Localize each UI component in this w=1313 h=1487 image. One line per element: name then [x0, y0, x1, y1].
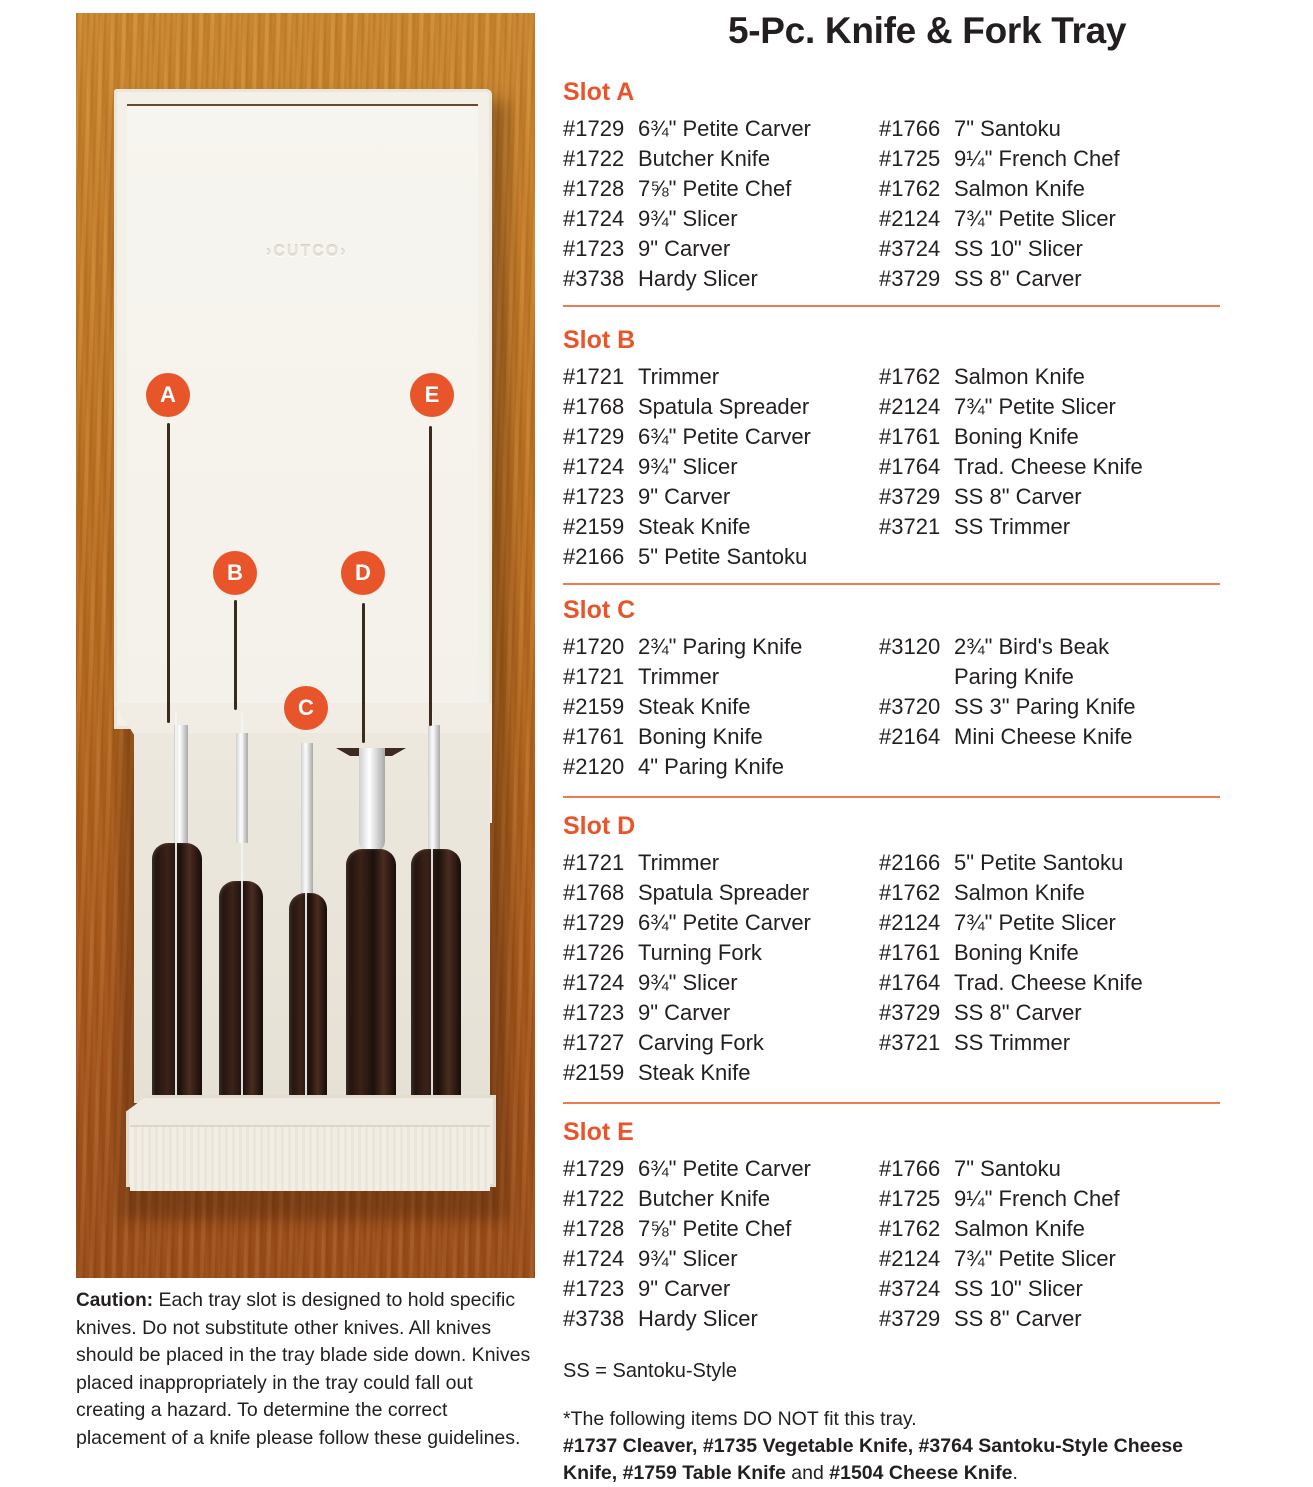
slot-e-right-column	[879, 1154, 1195, 1334]
list-item: #2124 7¾" Petite Slicer	[879, 1246, 1116, 1271]
list-item: #2159 Steak Knife	[563, 1060, 751, 1085]
list-item: #1722 Butcher Knife	[563, 1186, 771, 1211]
slot-d-left-column	[563, 848, 879, 1088]
slot-badge-d: D	[341, 551, 385, 595]
section-divider	[563, 1102, 1220, 1104]
section-divider	[563, 796, 1220, 798]
pointer-e	[429, 426, 432, 726]
list-item: #1764 Trad. Cheese Knife	[879, 454, 1143, 479]
slot-c-left-column	[563, 632, 879, 782]
list-item: #3120 2¾" Bird's Beak	[879, 634, 1110, 659]
slot-badge-a: A	[146, 373, 190, 417]
santoku-style-legend: SS = Santoku-Style	[563, 1360, 737, 1382]
list-item: #2159 Steak Knife	[563, 514, 751, 539]
list-item: #1724 9¾" Slicer	[563, 454, 738, 479]
list-item: #1762 Salmon Knife	[879, 176, 1085, 201]
not-fit-intro: *The following items DO NOT fit this tray.	[563, 1408, 917, 1430]
slot-heading: Slot A	[563, 78, 635, 106]
list-item: #1723 9" Carver	[563, 236, 731, 261]
list-item: #1728 7⅝" Petite Chef	[563, 1216, 792, 1241]
cutco-logo: ›CUTCO›	[266, 243, 348, 260]
list-item: #1723 9" Carver	[563, 484, 731, 509]
list-item: #1724 9¾" Slicer	[563, 206, 738, 231]
list-item: #1721 Trimmer	[563, 364, 720, 389]
pointer-a	[167, 423, 170, 723]
list-item: #1729 6¾" Petite Carver	[563, 1156, 811, 1181]
list-item: #1721 Trimmer	[563, 850, 720, 875]
list-item: #2124 7¾" Petite Slicer	[879, 910, 1116, 935]
pointer-d	[362, 603, 365, 743]
tray-base-front	[130, 1125, 490, 1191]
list-item: #1723 9" Carver	[563, 1276, 731, 1301]
caution-note	[76, 1287, 536, 1453]
slot-c-section	[563, 596, 1220, 782]
list-item: #2124 7¾" Petite Slicer	[879, 206, 1116, 231]
slot-a-left-column	[563, 114, 879, 294]
list-item: #1762 Salmon Knife	[879, 364, 1085, 389]
list-item: #1768 Spatula Spreader	[563, 880, 810, 905]
list-item: #1761 Boning Knife	[879, 940, 1079, 965]
slot-e-left-column	[563, 1154, 879, 1334]
list-item: Paring Knife	[954, 664, 1074, 689]
slot-b-section	[563, 326, 1220, 572]
list-item: #3729 SS 8" Carver	[879, 1000, 1082, 1025]
list-item: #1762 Salmon Knife	[879, 880, 1085, 905]
slot-d-right-column	[879, 848, 1195, 1088]
section-divider	[563, 583, 1220, 585]
list-item: #3721 SS Trimmer	[879, 514, 1071, 539]
list-item: #2164 Mini Cheese Knife	[879, 724, 1133, 749]
list-item: #2166 5" Petite Santoku	[563, 544, 808, 569]
slot-d-section	[563, 812, 1220, 1088]
slot-badge-e: E	[410, 373, 454, 417]
not-fit-items: #1737 Cleaver, #1735 Vegetable Knife, #3764 Santoku-Style Cheese Knife, #1759 Table Knife	[563, 1435, 1184, 1484]
list-item: #1766 7" Santoku	[879, 116, 1061, 141]
list-item: #1727 Carving Fork	[563, 1030, 764, 1055]
list-item: #1725 9¼" French Chef	[879, 1186, 1120, 1211]
slot-heading: Slot E	[563, 1118, 634, 1146]
list-item: #1725 9¼" French Chef	[879, 146, 1120, 171]
list-item: #3729 SS 8" Carver	[879, 484, 1082, 509]
slot-c-right-column	[879, 632, 1195, 782]
caution-label: Caution:	[76, 1290, 154, 1311]
list-item: #3724 SS 10" Slicer	[879, 1276, 1083, 1301]
list-item: #3720 SS 3" Paring Knife	[879, 694, 1136, 719]
product-photo	[76, 13, 535, 1278]
list-item: #2166 5" Petite Santoku	[879, 850, 1124, 875]
list-item: #3729 SS 8" Carver	[879, 266, 1082, 291]
list-item: #1729 6¾" Petite Carver	[563, 116, 811, 141]
list-item: #2120 4" Paring Knife	[563, 754, 785, 779]
list-item: #1761 Boning Knife	[563, 724, 763, 749]
slot-b-left-column	[563, 362, 879, 572]
list-item: #1729 6¾" Petite Carver	[563, 910, 811, 935]
list-item: #1720 2¾" Paring Knife	[563, 634, 803, 659]
list-item: #1721 Trimmer	[563, 664, 720, 689]
list-item: #1764 Trad. Cheese Knife	[879, 970, 1143, 995]
not-fit-last-item: #1504 Cheese Knife	[829, 1462, 1013, 1484]
not-fit-note: *The following items DO NOT fit this tray. #1737 Cleaver, #1735 Vegetable Knife, #3764 Santoku-Style Cheese Knife, #1759 Table Knife and #1504 Cheese Knife.	[563, 1406, 1223, 1487]
slot-heading: Slot B	[563, 326, 636, 354]
list-item: #3724 SS 10" Slicer	[879, 236, 1083, 261]
slot-badge-b: B	[213, 551, 257, 595]
list-item: #1766 7" Santoku	[879, 1156, 1061, 1181]
list-item: #3729 SS 8" Carver	[879, 1306, 1082, 1331]
slot-heading: Slot D	[563, 812, 636, 840]
list-item: #3738 Hardy Slicer	[563, 266, 758, 291]
list-item: #2159 Steak Knife	[563, 694, 751, 719]
slot-e-section	[563, 1118, 1220, 1334]
list-item: #1724 9¾" Slicer	[563, 1246, 738, 1271]
caution-text: Each tray slot is designed to hold specific knives. Do not substitute other knives. All knives should be placed in the tray blade side down. Knives placed inappropriately in the tray could fall out creating a hazard. To determine the correct placement of a knife please follow these guidelines.	[76, 1289, 531, 1449]
section-divider	[563, 305, 1220, 307]
slot-b-right-column	[879, 362, 1195, 572]
list-item: #1761 Boning Knife	[879, 424, 1079, 449]
list-item: #1768 Spatula Spreader	[563, 394, 810, 419]
slot-badge-c: C	[284, 686, 328, 730]
slot-a-section	[563, 78, 1220, 294]
slot-a-right-column	[879, 114, 1195, 294]
list-item: #1724 9¾" Slicer	[563, 970, 738, 995]
list-item: #1723 9" Carver	[563, 1000, 731, 1025]
list-item: #1722 Butcher Knife	[563, 146, 771, 171]
list-item: #1729 6¾" Petite Carver	[563, 424, 811, 449]
list-item: #1762 Salmon Knife	[879, 1216, 1085, 1241]
list-item: #3738 Hardy Slicer	[563, 1306, 758, 1331]
list-item: #1726 Turning Fork	[563, 940, 762, 965]
slot-heading: Slot C	[563, 596, 636, 624]
page-title: 5-Pc. Knife & Fork Tray	[728, 10, 1127, 51]
list-item: #3721 SS Trimmer	[879, 1030, 1071, 1055]
pointer-b	[234, 600, 237, 710]
list-item: #2124 7¾" Petite Slicer	[879, 394, 1116, 419]
list-item: #1728 7⅝" Petite Chef	[563, 176, 792, 201]
